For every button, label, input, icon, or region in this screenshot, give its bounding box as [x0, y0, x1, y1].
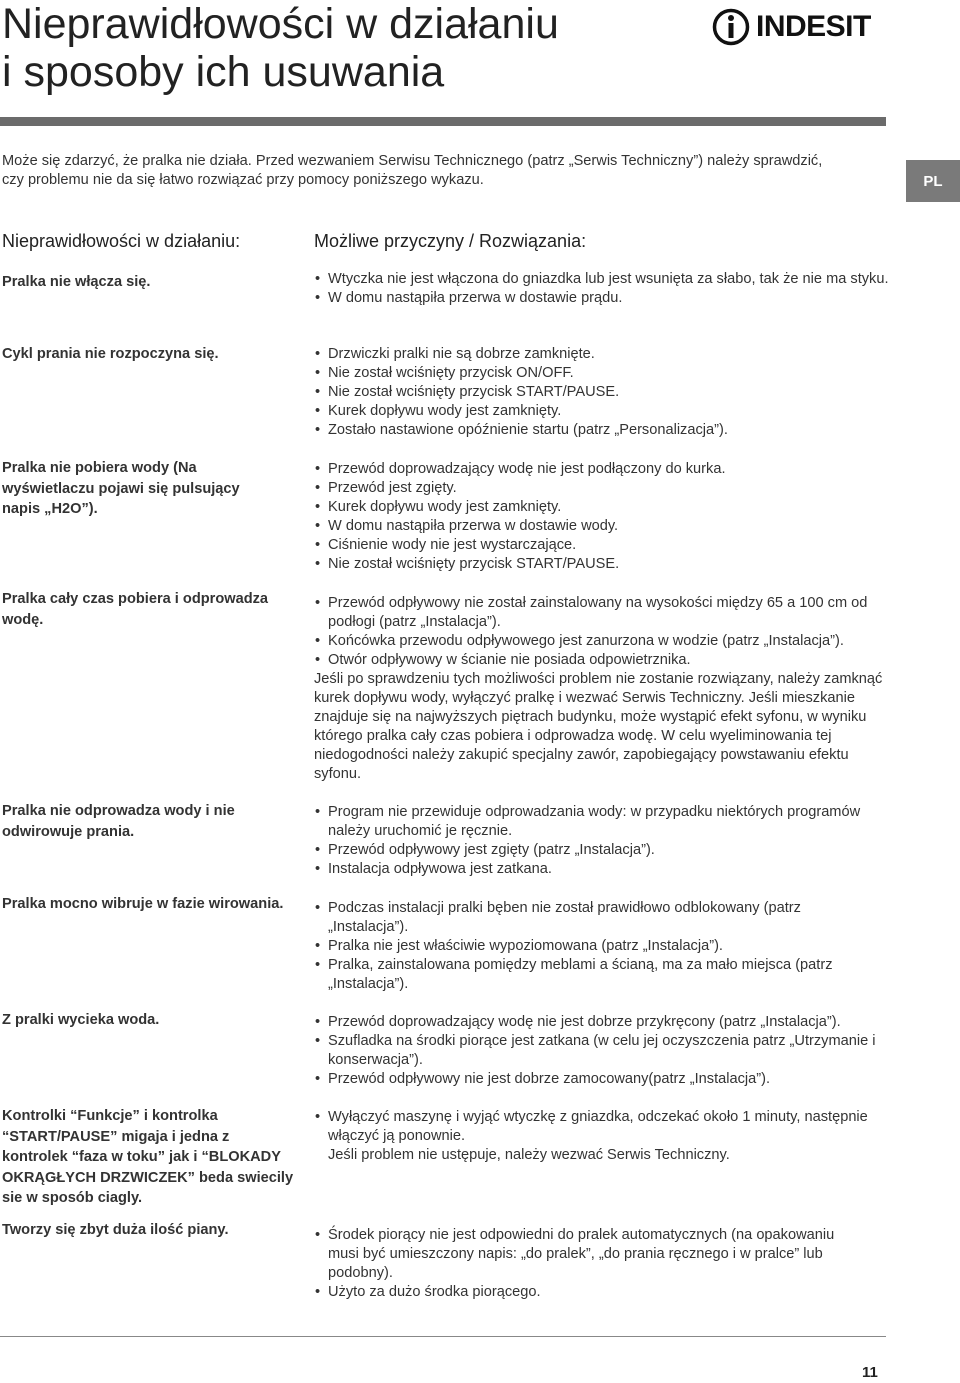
cause-item: • W domu nastąpiła przerwa w dostawie wody. — [314, 517, 892, 536]
cause-item: • Drzwiczki pralki nie są dobrze zamknięte. — [314, 345, 892, 364]
cause-item: • Pralka, zainstalowana pomiędzy meblami a ścianą, ma za mało miejsca (patrz „Instalacja”). — [314, 956, 874, 994]
cause-item: • Przewód jest zgięty. — [314, 479, 892, 498]
cause-item: • Wtyczka nie jest włączona do gniazdka lub jest wsunięta za słabo, tak że nie ma styku. — [314, 270, 892, 289]
symptom-no-drain-no-spin: Pralka nie odprowadza wody i nie odwirowuje prania. — [2, 803, 235, 840]
symptom-no-power: Pralka nie włącza się. — [2, 274, 151, 290]
intro-text: Może się zdarzyć, że pralka nie działa. Przed wezwaniem Serwisu Technicznego (patrz „Serwis Techniczny”) należy sprawdzić, czy problemu nie da się łatwo rozwiązać przy pomocy poniższego wykazu. — [2, 153, 823, 188]
remedy-continuous-fill-drain — [314, 594, 886, 784]
remedy-no-drain-no-spin — [314, 803, 874, 879]
page-title — [2, 0, 559, 96]
cause-item: • Wyłączyć maszynę i wyjąć wtyczkę z gniazdka, odczekać około 1 minuty, następnie włączyć ją ponownie. — [314, 1108, 874, 1146]
cause-item: • Instalacja odpływowa jest zatkana. — [314, 860, 874, 879]
remedy-water-leak — [314, 1013, 886, 1089]
remedy-blinking-indicators — [314, 1108, 874, 1165]
language-badge: PL — [906, 160, 960, 202]
cause-list — [314, 803, 874, 879]
remedy-excess-foam — [314, 1226, 859, 1302]
cause-item: • Użyto za dużo środka piorącego. — [314, 1283, 859, 1302]
cause-item: • W domu nastąpiła przerwa w dostawie prądu. — [314, 289, 892, 308]
symptom-water-leak: Z pralki wycieka woda. — [2, 1012, 160, 1028]
indesit-logo-icon — [712, 7, 750, 47]
symptom-continuous-fill-drain: Pralka cały czas pobiera i odprowadza wodę. — [2, 591, 269, 628]
page-title-line-2: i sposoby ich usuwania — [2, 48, 445, 96]
cause-item: • Końcówka przewodu odpływowego jest zanurzona w wodzie (patrz „Instalacja”). — [314, 632, 886, 651]
cause-item: • Szufladka na środki piorące jest zatkana (w celu jej oczyszczenia patrz „Utrzymanie i konserwacja”). — [314, 1032, 886, 1070]
cause-item: • Przewód odpływowy nie został zainstalowany na wysokości między 65 a 100 cm od podłogi (patrz „Instalacja”). — [314, 594, 886, 632]
cause-list — [314, 1013, 886, 1089]
cause-item: • Zostało nastawione opóźnienie startu (patrz „Personalizacja”). — [314, 421, 892, 440]
remedy-cycle-not-starting — [314, 345, 892, 440]
cause-item: • Kurek dopływu wody jest zamknięty. — [314, 402, 892, 421]
cause-item: • Środek piorący nie jest odpowiedni do pralek automatycznych (na opakowaniu musi być umieszczony napis: „do pralek”, „do prania ręcznego i w pralce” lub podobny). — [314, 1226, 859, 1283]
remedy-note: Jeśli po sprawdzeniu tych możliwości problem nie zostanie rozwiązany, należy zamknąć kurek dopływu wody, wyłączyć pralkę i wezwać Serwis Techniczny. Jeśli mieszkanie znajduje się na najwyższych piętrach budynku, może wystąpić efekt syfonu, w wyniku którego pralka cały czas pobiera i odprowadza wodę. W celu wyeliminowania tej niedogodności należy zakupić specjalny zawór, zapobiegający powstawaniu efektu syfonu. — [314, 671, 883, 782]
cause-item: • Nie został wciśnięty przycisk START/PAUSE. — [314, 555, 892, 574]
cause-item: • Podczas instalacji pralki bęben nie został prawidłowo odblokowany (patrz „Instalacja”). — [314, 899, 874, 937]
symptom-excess-foam: Tworzy się zbyt duża ilość piany. — [2, 1222, 229, 1238]
symptom-blinking-indicators: Kontrolki “Funkcje” i kontrolka “START/PAUSE” migaja i jedna z kontrolek “faza w toku” jak i “BLOKADY OKRĄGŁYCH DRZWICZEK” beda swiecily sie w sposób ciagly. — [2, 1108, 294, 1206]
remedy-note: Jeśli problem nie ustępuje, należy wezwać Serwis Techniczny. — [328, 1147, 730, 1163]
remedy-no-power — [314, 270, 892, 308]
indesit-logo — [712, 5, 871, 49]
cause-item: • Kurek dopływu wody jest zamknięty. — [314, 498, 892, 517]
cause-item: • Nie został wciśnięty przycisk START/PAUSE. — [314, 383, 892, 402]
cause-list — [314, 345, 892, 440]
symptom-no-water-intake: Pralka nie pobiera wody (Na wyświetlaczu pojawi się pulsujący napis „H2O”). — [2, 460, 240, 517]
cause-item: • Nie został wciśnięty przycisk ON/OFF. — [314, 364, 892, 383]
footer-divider — [0, 1336, 886, 1337]
cause-item: • Program nie przewiduje odprowadzania wody: w przypadku niektórych programów należy uruchomić je ręcznie. — [314, 803, 874, 841]
cause-item: • Ciśnienie wody nie jest wystarczające. — [314, 536, 892, 555]
page-number: 11 — [862, 1364, 878, 1381]
cause-item: • Przewód odpływowy jest zgięty (patrz „Instalacja”). — [314, 841, 874, 860]
cause-list — [314, 594, 886, 670]
page-title-line-1: Nieprawidłowości w działaniu — [2, 0, 559, 48]
cause-item: • Otwór odpływowy w ścianie nie posiada odpowietrznika. — [314, 651, 886, 670]
remedy-no-water-intake — [314, 460, 892, 574]
cause-item: • Pralka nie jest właściwie wypoziomowana (patrz „Instalacja”). — [314, 937, 874, 956]
cause-item: • Przewód doprowadzający wodę nie jest dobrze przykręcony (patrz „Instalacja”). — [314, 1013, 886, 1032]
cause-list — [314, 1226, 859, 1302]
cause-list — [314, 1108, 874, 1146]
cause-item: • Przewód odpływowy nie jest dobrze zamocowany(patrz „Instalacja”). — [314, 1070, 886, 1089]
column-heading-problems: Nieprawidłowości w działaniu: — [2, 231, 241, 251]
cause-item: • Przewód doprowadzający wodę nie jest podłączony do kurka. — [314, 460, 892, 479]
header-divider — [0, 117, 886, 126]
remedy-strong-vibration — [314, 899, 874, 994]
cause-list — [314, 460, 892, 574]
symptom-cycle-not-starting: Cykl prania nie rozpoczyna się. — [2, 346, 219, 362]
indesit-logo-text: INDESIT — [756, 10, 871, 43]
cause-list — [314, 899, 874, 994]
cause-list — [314, 270, 892, 308]
symptom-strong-vibration: Pralka mocno wibruje w fazie wirowania. — [2, 896, 284, 912]
column-heading-solutions: Możliwe przyczyny / Rozwiązania: — [314, 231, 587, 251]
